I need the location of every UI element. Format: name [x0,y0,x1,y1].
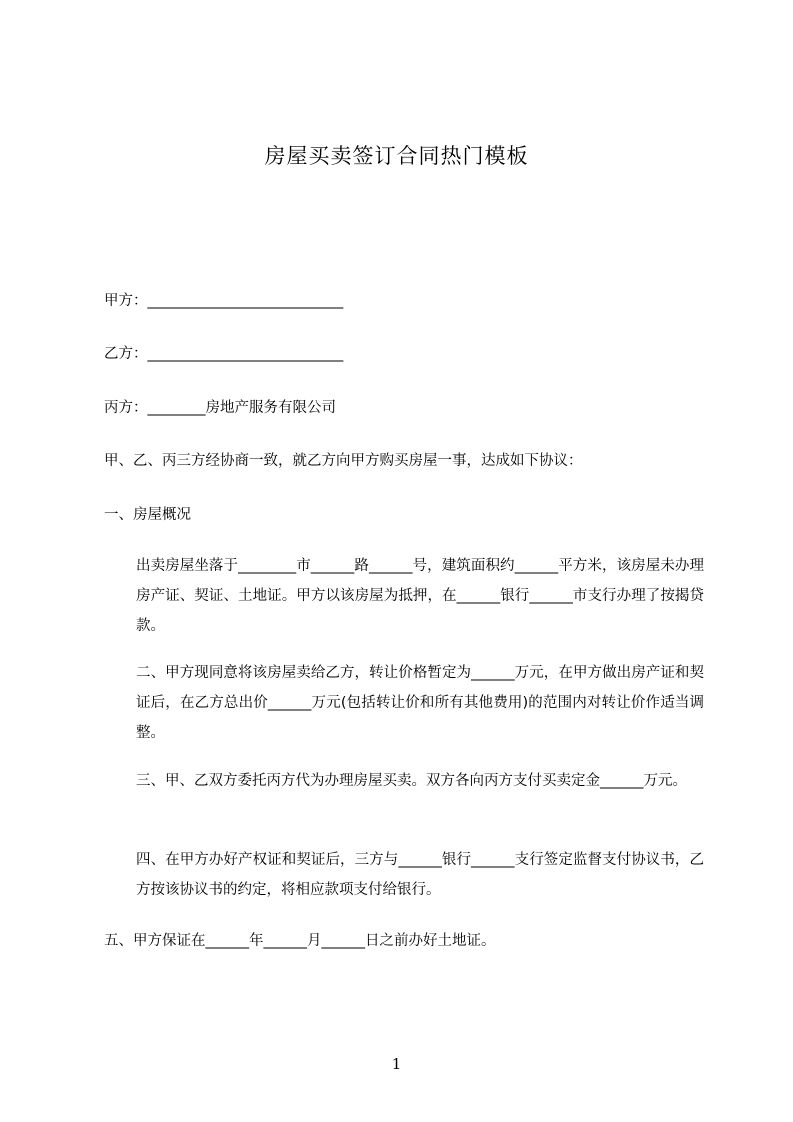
section-5-text: 五、甲方保证在______年______月______日之前办好土地证。 [104,933,496,949]
section-3-text: 三、甲、乙双方委托丙方代为办理房屋买卖。双方各向丙方支付买卖定金______万元。 [136,773,687,789]
section-4-text: 四、在甲方办好产权证和契证后，三方与______银行______支行签定监督支付协议书，乙方按该协议书的约定，将相应款项支付给银行。 [136,852,704,898]
document-title: 房屋买卖签订合同热门模板 [264,144,529,168]
section-4 [104,845,704,905]
party-b-line: 乙方：___________________________ [104,346,344,362]
section-2-text: 二、甲方现同意将该房屋卖给乙方，转让价格暂定为______万元，在甲方做出房产证和契证后，在乙方总出价______万元(包括转让价和所有其他费用)的范围内对转让价作适当调整。 [136,665,704,741]
section-1-body [104,551,704,641]
section-5 [104,926,704,956]
section-2 [104,658,704,748]
section-1-text: 出卖房屋坐落于________市______路______号，建筑面积约______平方米，该房屋未办理房产证、契证、土地证。甲方以该房屋为抵押，在______银行______市支行办理了按揭贷款。 [136,558,704,634]
intro-paragraph: 甲、乙、丙三方经协商一致，就乙方向甲方购买房屋一事，达成如下协议： [104,453,583,469]
party-a-line: 甲方：___________________________ [104,293,344,309]
page-number: 1 [391,1055,402,1073]
section-3 [104,766,704,796]
section-1-heading: 一、房屋概况 [104,507,191,523]
party-c-line: 丙方：________房地产服务有限公司 [104,400,336,416]
